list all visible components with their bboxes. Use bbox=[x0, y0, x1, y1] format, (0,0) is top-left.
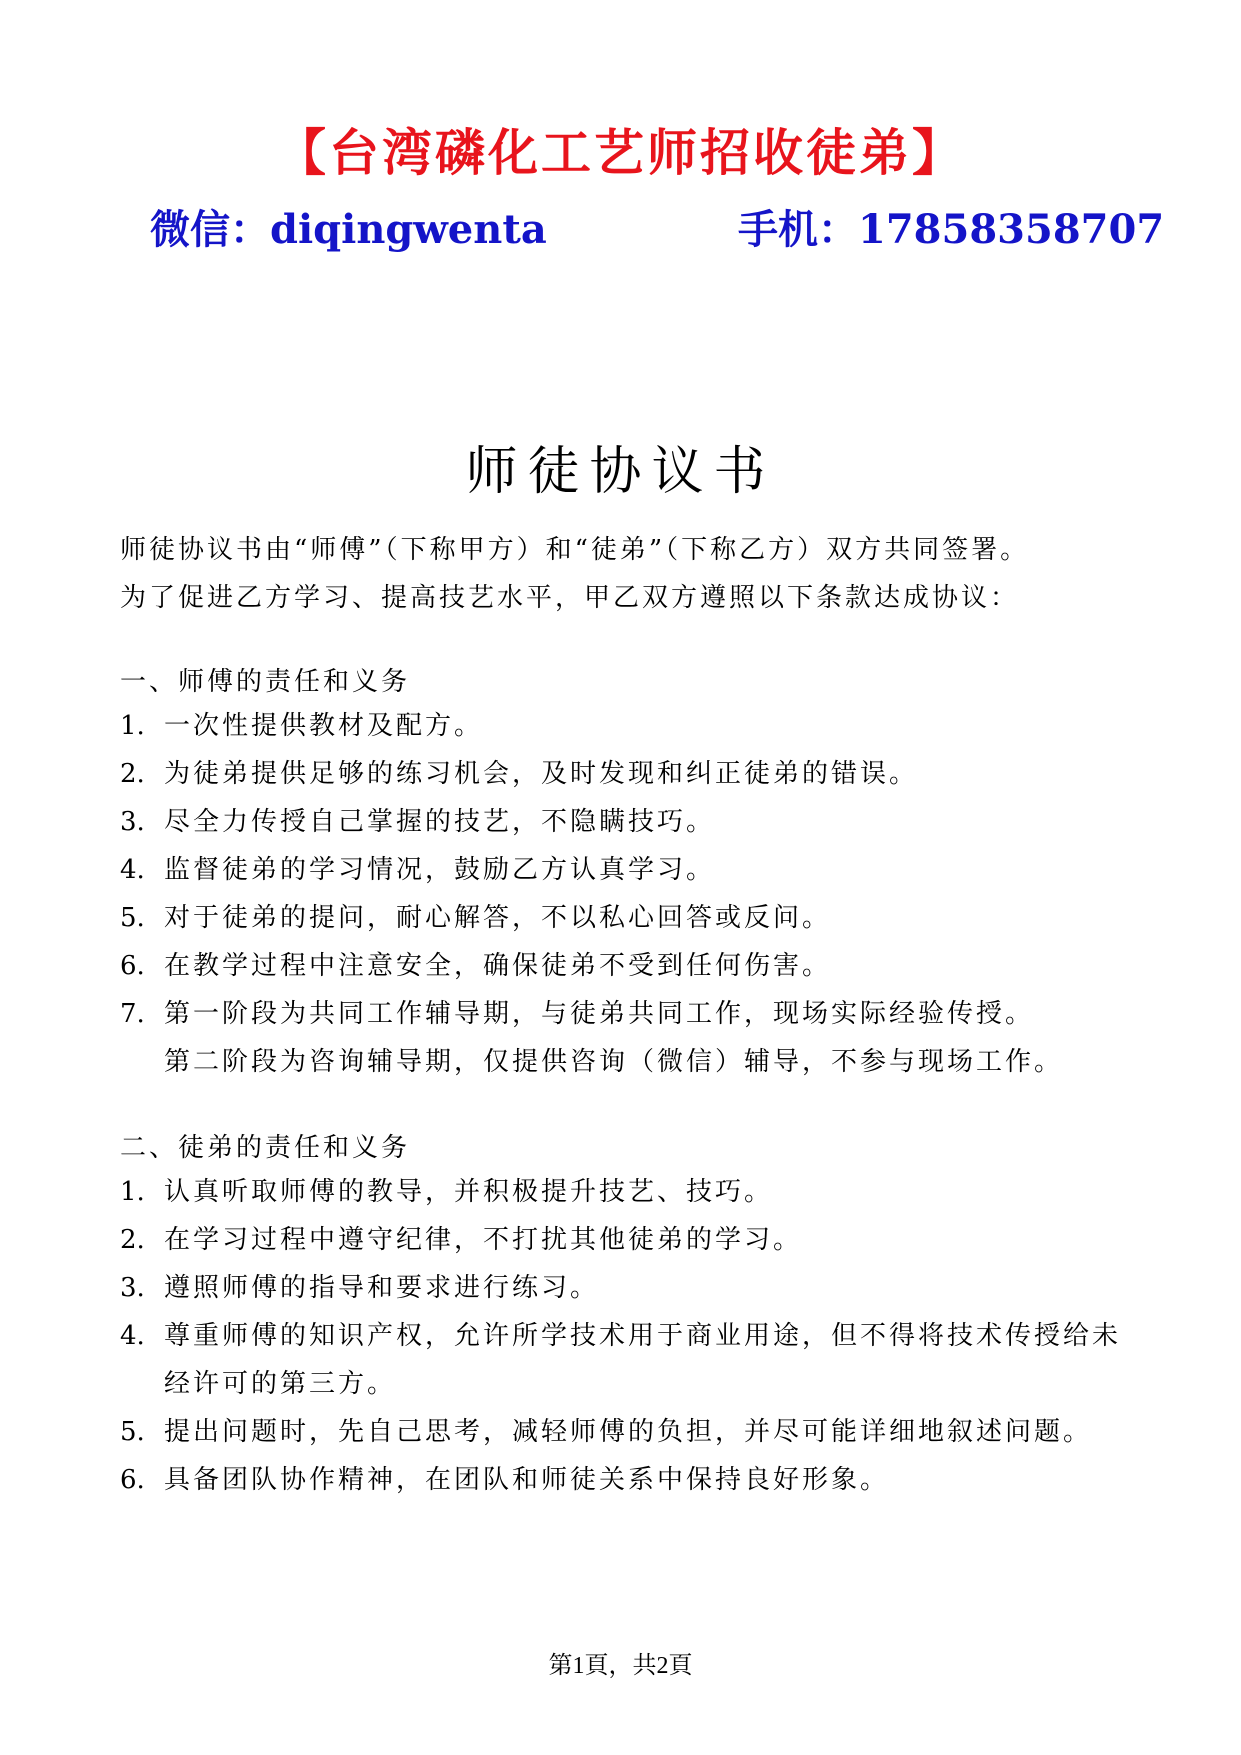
item-text: 遵照师傅的指导和要求进行练习。 bbox=[164, 1273, 600, 1303]
list-item bbox=[120, 946, 1140, 986]
item-number: 5. bbox=[120, 903, 145, 933]
item-text: 具备团队协作精神，在团队和师徒关系中保持良好形象。 bbox=[164, 1465, 890, 1495]
item-continuation: 经许可的第三方。 bbox=[164, 1369, 397, 1399]
item-text: 尊重师傅的知识产权，允许所学技术用于商业用途，但不得将技术传授给未 bbox=[164, 1321, 1122, 1351]
item-text: 为徒弟提供足够的练习机会，及时发现和纠正徒弟的错误。 bbox=[164, 759, 919, 789]
item-number: 3. bbox=[120, 807, 145, 837]
list-item bbox=[120, 1412, 1140, 1452]
item-number: 1. bbox=[120, 711, 145, 741]
item-number: 5. bbox=[120, 1417, 145, 1447]
wechat-contact: 微信：diqingwenta bbox=[150, 206, 547, 253]
item-number: 4. bbox=[120, 855, 145, 885]
item-text: 在学习过程中遵守纪律，不打扰其他徒弟的学习。 bbox=[164, 1225, 803, 1255]
list-item bbox=[120, 706, 1140, 746]
item-number: 1. bbox=[120, 1177, 145, 1207]
item-text: 监督徒弟的学习情况，鼓励乙方认真学习。 bbox=[164, 855, 716, 885]
intro-line-1: 师徒协议书由“师傅”（下称甲方）和“徒弟”（下称乙方）双方共同签署。 bbox=[120, 535, 1030, 565]
list-item bbox=[120, 850, 1140, 890]
list-item bbox=[120, 1460, 1140, 1500]
document-title: 师徒协议书 bbox=[465, 442, 776, 502]
item-text: 提出问题时，先自己思考，减轻师傅的负担，并尽可能详细地叙述问题。 bbox=[164, 1417, 1093, 1447]
item-text: 第一阶段为共同工作辅导期，与徒弟共同工作，现场实际经验传授。 bbox=[164, 999, 1035, 1029]
section-heading-apprentice: 二、徒弟的责任和义务 bbox=[120, 1133, 411, 1163]
list-item bbox=[120, 754, 1140, 794]
item-number: 4. bbox=[120, 1321, 145, 1351]
item-text: 在教学过程中注意安全，确保徒弟不受到任何伤害。 bbox=[164, 951, 832, 981]
list-item bbox=[120, 1172, 1140, 1212]
list-item bbox=[120, 802, 1140, 842]
item-text: 尽全力传授自己掌握的技艺，不隐瞒技巧。 bbox=[164, 807, 716, 837]
item-text: 认真听取师傅的教导，并积极提升技艺、技巧。 bbox=[164, 1177, 774, 1207]
item-number: 3. bbox=[120, 1273, 145, 1303]
item-number: 2. bbox=[120, 759, 145, 789]
ad-title: 【台湾磷化工艺师招收徒弟】 bbox=[276, 123, 965, 182]
item-text: 一次性提供教材及配方。 bbox=[164, 711, 484, 741]
list-item bbox=[120, 898, 1140, 938]
item-number: 7. bbox=[120, 999, 145, 1029]
list-item bbox=[120, 994, 1140, 1034]
list-item bbox=[120, 1220, 1140, 1260]
page-footer: 第1頁，共2頁 bbox=[548, 1653, 693, 1679]
item-text: 对于徒弟的提问，耐心解答，不以私心回答或反问。 bbox=[164, 903, 832, 933]
intro-line-2: 为了促进乙方学习、提高技艺水平，甲乙双方遵照以下条款达成协议： bbox=[120, 583, 1020, 613]
item-number: 2. bbox=[120, 1225, 145, 1255]
list-item bbox=[120, 1316, 1140, 1356]
section-heading-master: 一、师傅的责任和义务 bbox=[120, 667, 411, 697]
phone-contact: 手机：17858358707 bbox=[738, 206, 1165, 253]
list-item bbox=[120, 1268, 1140, 1308]
item-continuation: 第二阶段为咨询辅导期，仅提供咨询（微信）辅导，不参与现场工作。 bbox=[164, 1047, 1064, 1077]
item-number: 6. bbox=[120, 951, 145, 981]
item-number: 6. bbox=[120, 1465, 145, 1495]
